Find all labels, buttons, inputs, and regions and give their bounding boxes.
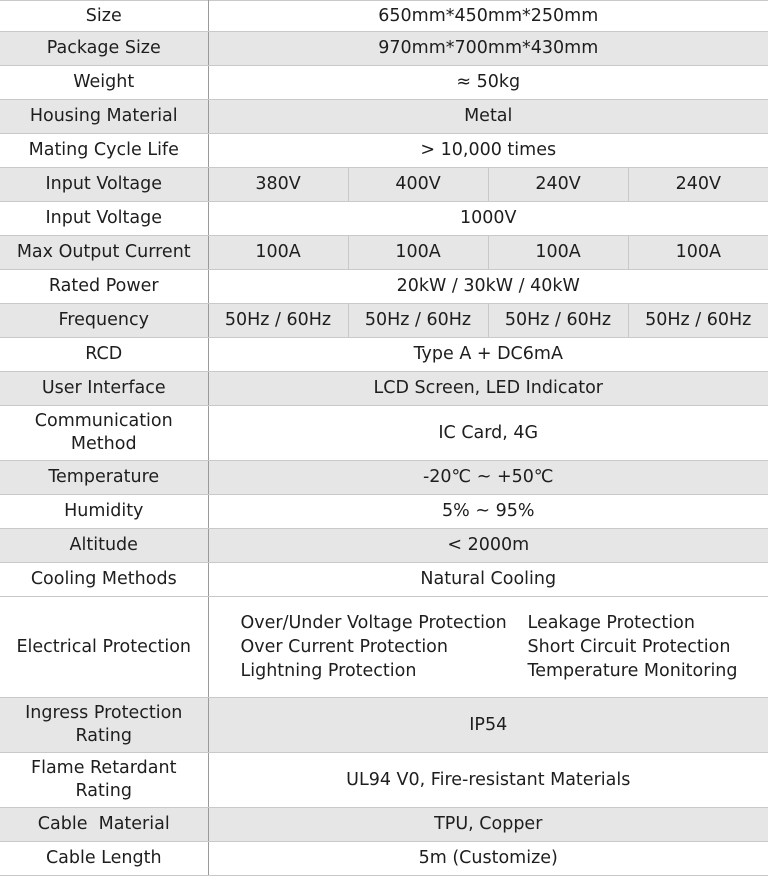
table-row-cooling-methods <box>0 563 768 597</box>
table-row-ingress-protection <box>0 698 768 753</box>
row-value: 1000V <box>208 202 768 236</box>
row-label: Electrical Protection <box>0 597 208 698</box>
row-value: > 10,000 times <box>208 134 768 168</box>
table-row-cable-material <box>0 808 768 842</box>
table-row-rated-power <box>0 270 768 304</box>
table-row-communication-method <box>0 406 768 461</box>
row-value: 50Hz / 60Hz <box>488 304 628 338</box>
row-value: 240V <box>628 168 768 202</box>
row-value: 5% ~ 95% <box>208 495 768 529</box>
row-label: Weight <box>0 66 208 100</box>
row-value: IP54 <box>208 698 768 753</box>
protection-item: Over Current Protection <box>241 635 528 659</box>
row-value: 100A <box>208 236 348 270</box>
protection-item: Lightning Protection <box>241 659 528 683</box>
row-value: 5m (Customize) <box>208 842 768 876</box>
row-value: 400V <box>348 168 488 202</box>
row-value: UL94 V0, Fire-resistant Materials <box>208 753 768 808</box>
table-row-input-voltage <box>0 168 768 202</box>
row-label: Communication Method <box>0 406 208 461</box>
table-row-rcd <box>0 338 768 372</box>
table-row-cable-length <box>0 842 768 876</box>
table-row-housing-material <box>0 100 768 134</box>
row-value: 970mm*700mm*430mm <box>208 32 768 66</box>
row-label: Cooling Methods <box>0 563 208 597</box>
row-label: Flame Retardant Rating <box>0 753 208 808</box>
row-value: IC Card, 4G <box>208 406 768 461</box>
row-value: 100A <box>488 236 628 270</box>
row-label: Housing Material <box>0 100 208 134</box>
table-row-humidity <box>0 495 768 529</box>
table-row-package-size <box>0 32 768 66</box>
table-row-mating-cycle-life <box>0 134 768 168</box>
row-value: TPU, Copper <box>208 808 768 842</box>
row-value: Natural Cooling <box>208 563 768 597</box>
row-label: Altitude <box>0 529 208 563</box>
row-value: Type A + DC6mA <box>208 338 768 372</box>
table-row-input-voltage-dc <box>0 202 768 236</box>
row-value: LCD Screen, LED Indicator <box>208 372 768 406</box>
table-row-max-output-current <box>0 236 768 270</box>
row-label: Max Output Current <box>0 236 208 270</box>
table-row-user-interface <box>0 372 768 406</box>
row-value: Metal <box>208 100 768 134</box>
protection-item: Temperature Monitoring <box>528 659 768 683</box>
protection-list <box>208 597 768 698</box>
row-value: 650mm*450mm*250mm <box>208 1 768 32</box>
row-value: ≈ 50kg <box>208 66 768 100</box>
protection-item: Short Circuit Protection <box>528 635 768 659</box>
protection-item: Leakage Protection <box>528 611 768 635</box>
row-value: 50Hz / 60Hz <box>628 304 768 338</box>
row-value: 100A <box>628 236 768 270</box>
table-row-temperature <box>0 461 768 495</box>
row-label: Input Voltage <box>0 202 208 236</box>
table-row-frequency <box>0 304 768 338</box>
row-label: Size <box>0 1 208 32</box>
row-value: 20kW / 30kW / 40kW <box>208 270 768 304</box>
row-value: < 2000m <box>208 529 768 563</box>
row-label: Package Size <box>0 32 208 66</box>
row-label: Cable Material <box>0 808 208 842</box>
row-value: -20℃ ~ +50℃ <box>208 461 768 495</box>
table-row-weight <box>0 66 768 100</box>
row-label: Frequency <box>0 304 208 338</box>
row-value: 50Hz / 60Hz <box>348 304 488 338</box>
row-label: Ingress Protection Rating <box>0 698 208 753</box>
table-row-altitude <box>0 529 768 563</box>
protection-item: Over/Under Voltage Protection <box>241 611 528 635</box>
row-value: 100A <box>348 236 488 270</box>
row-label: Mating Cycle Life <box>0 134 208 168</box>
row-label: Cable Length <box>0 842 208 876</box>
table-row-electrical-protection <box>0 597 768 698</box>
row-label: Input Voltage <box>0 168 208 202</box>
row-label: Humidity <box>0 495 208 529</box>
table-row-size <box>0 1 768 32</box>
row-label: Rated Power <box>0 270 208 304</box>
row-label: Temperature <box>0 461 208 495</box>
row-label: RCD <box>0 338 208 372</box>
row-value: 380V <box>208 168 348 202</box>
table-row-flame-retardant <box>0 753 768 808</box>
row-value: 50Hz / 60Hz <box>208 304 348 338</box>
row-label: User Interface <box>0 372 208 406</box>
row-value: 240V <box>488 168 628 202</box>
